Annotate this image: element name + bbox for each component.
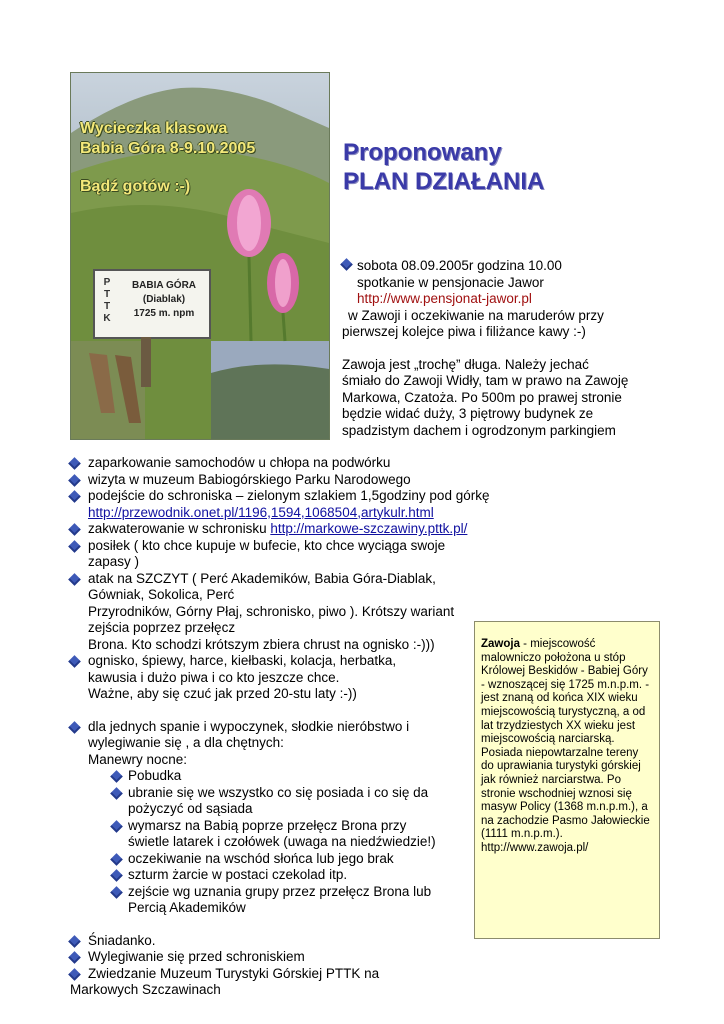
list-item-text: Śniadanko. — [88, 932, 156, 948]
intro-date: sobota 08.09.2005r godzina 10.00 — [357, 258, 562, 273]
intro-bullet — [342, 258, 662, 275]
list-item — [70, 455, 490, 472]
sign-altitude: 1725 m. npm — [133, 308, 195, 319]
poster-line-date: Babia Góra 8-9.10.2005 — [80, 140, 256, 157]
diamond-bullet-icon — [68, 655, 81, 668]
przewodnik-link[interactable]: http://przewodnik.onet.pl/1196,1594,1068504,artykulr.html — [88, 504, 434, 520]
sub-item-text: Pobudka — [128, 768, 182, 783]
poster-line-trip: Wycieczka klasowa — [80, 120, 228, 137]
list-item-text: Ważne, aby się czuć jak przed 20-stu laty :-)) — [88, 686, 357, 701]
directions-line-3: Markowa, Czatoża. Po 500m po prawej stronie — [342, 389, 622, 405]
sign-post — [141, 337, 151, 387]
sub-item-text: oczekiwanie na wschód słońca lub jego brak — [128, 850, 394, 866]
poster-caption — [80, 119, 255, 197]
sign-text — [121, 279, 207, 321]
diamond-bullet-icon — [68, 540, 81, 553]
diamond-bullet-icon — [68, 951, 81, 964]
diamond-bullet-icon — [340, 258, 353, 271]
sub-item-text: pożyczyć od sąsiada — [128, 801, 253, 816]
list-item-text: Przyrodników, Górny Płaj, schronisko, piwo ). Krótszy wariant zejścia poprzez przełęcz — [88, 603, 455, 635]
directions-line-1: Zawoja jest „trochę” długa. Należy jechać — [342, 356, 589, 372]
list-item-text: podejście do schroniska – zielonym szlakiem 1,5godziny pod górkę — [88, 488, 490, 503]
sub-item-text: Percią Akademików — [128, 900, 246, 915]
title-line-1: Proponowany — [343, 139, 502, 166]
diamond-bullet-icon — [68, 935, 81, 948]
pensjonat-link[interactable]: http://www.pensjonat-jawor.pl — [357, 291, 532, 306]
list-item-text: Brona. Kto schodzi krótszym zbiera chrust na ognisko :-))) — [88, 636, 435, 652]
list-item — [70, 719, 490, 769]
diamond-bullet-icon — [68, 721, 81, 734]
poster-line-ready: Bądź gotów :-) — [80, 178, 191, 195]
sub-list-item — [70, 818, 490, 851]
sign-pttk-label: P T T K — [103, 277, 111, 324]
list-item — [70, 949, 490, 966]
list-item — [70, 933, 490, 950]
list-item — [70, 472, 490, 489]
diamond-bullet-icon — [110, 869, 123, 882]
diamond-bullet-icon — [110, 853, 123, 866]
schronisko-link[interactable]: http://markowe-szczawiny.pttk.pl/ — [270, 521, 468, 536]
sub-list-item — [70, 867, 490, 884]
list-item-text: Markowych Szczawinach — [70, 982, 221, 997]
directions-line-4: będzie widać duży, 3 piętrowy budynek ze — [342, 406, 594, 421]
sub-list-item — [70, 851, 490, 868]
plan-list — [70, 455, 490, 999]
sub-item-text: świetle latarek i czołówek (uwaga na niedźwiedzie!) — [128, 834, 436, 849]
sign-name: BABIA GÓRA — [131, 280, 197, 291]
trail-sign — [93, 269, 211, 339]
diamond-bullet-icon — [110, 787, 123, 800]
list-item — [70, 488, 490, 521]
list-item-text: Wylegiwanie się przed schroniskiem — [88, 949, 305, 964]
list-item-text: dla jednych spanie i wypoczynek, słodkie nieróbstwo i — [88, 718, 410, 734]
diamond-bullet-icon — [110, 770, 123, 783]
list-item-text: zaparkowanie samochodów u chłopa na podwórku — [88, 455, 391, 470]
sub-item-text: wymarsz na Babią poprze przełęcz Brona przy — [128, 817, 407, 833]
info-heading: Zawoja — [481, 638, 520, 650]
diamond-bullet-icon — [68, 490, 81, 503]
list-item — [70, 571, 490, 654]
trip-poster-image — [70, 72, 330, 440]
list-item-text: atak na SZCZYT ( Perć Akademików, Babia Góra-Diablak, Gówniak, Sokolica, Perć — [88, 570, 436, 602]
diamond-bullet-icon — [68, 523, 81, 536]
list-item-text: wylegiwanie się , a dla chętnych: — [88, 735, 284, 750]
list-item-text: Manewry nocne: — [88, 751, 188, 767]
list-item — [70, 966, 490, 999]
directions-line-2: śmiało do Zawoji Widły, tam w prawo na Zawoję — [342, 373, 629, 388]
title-line-2: PLAN DZIAŁANIA — [343, 168, 545, 195]
list-item — [70, 521, 490, 538]
sign-sub: (Diablak) — [142, 294, 186, 305]
list-item-text: kawusia i dużo piwa i co kto jeszcze chce. — [88, 669, 340, 685]
directions-line-5: spadzistym dachem i ogrodzonym parkingiem — [342, 422, 616, 438]
diamond-bullet-icon — [68, 573, 81, 586]
diamond-bullet-icon — [110, 886, 123, 899]
list-item-text: ognisko, śpiewy, harce, kiełbaski, kolacja, herbatka, — [88, 653, 397, 668]
diamond-bullet-icon — [68, 474, 81, 487]
zawoja-info-box — [474, 621, 660, 939]
sub-item-text: zejście wg uznania grupy przez przełęcz Brona lub — [128, 883, 432, 899]
info-text: - miejscowość malowniczo położona u stóp Królowej Beskidów - Babiej Góry - wznoszącej się 1725 m.n.p.m. - jest znaną od końca XIX wieku miejscowością turystyczną, a od lat trzydziestych XX wieku jest miejscowością narciarską. Posiada niepowtarzalne tereny do uprawiania turystyki górskiej jak również narciarstwa. Po stronie wschodniej wznosi się masyw Policy (1368 m.n.p.m.), a na zachodzie Pasmo Jałowieckie (1111 m.n.p.m.). — [481, 638, 650, 841]
sub-list-item — [70, 884, 490, 917]
intro-line4: pierwszej kolejce piwa i filiżance kawy :-) — [342, 324, 586, 339]
list-item-text: Zwiedzanie Muzeum Turystyki Górskiej PTTK na — [88, 965, 380, 981]
sub-list-item — [70, 768, 490, 785]
list-item-text: zakwaterowanie w schronisku — [88, 521, 271, 536]
zawoja-link[interactable]: http://www.zawoja.pl/ — [481, 841, 589, 854]
list-item — [70, 653, 490, 703]
diamond-bullet-icon — [68, 968, 81, 981]
sub-item-text: ubranie się we wszystko co się posiada i co się da — [128, 784, 429, 800]
list-item-text: posiłek ( kto chce kupuje w bufecie, kto chce wyciąga swoje zapasy ) — [88, 537, 446, 569]
intro-line3: w Zawoji i oczekiwanie na maruderów przy — [348, 307, 604, 323]
sub-list-item — [70, 785, 490, 818]
diamond-bullet-icon — [68, 457, 81, 470]
intro-section — [342, 258, 662, 439]
diamond-bullet-icon — [110, 820, 123, 833]
intro-meeting: spotkanie w pensjonacie Jawor — [357, 274, 544, 290]
page-title — [343, 138, 544, 196]
list-item — [70, 538, 490, 571]
sub-item-text: szturm żarcie w postaci czekolad itp. — [128, 867, 348, 882]
list-item-text: wizyta w muzeum Babiogórskiego Parku Narodowego — [88, 471, 411, 487]
